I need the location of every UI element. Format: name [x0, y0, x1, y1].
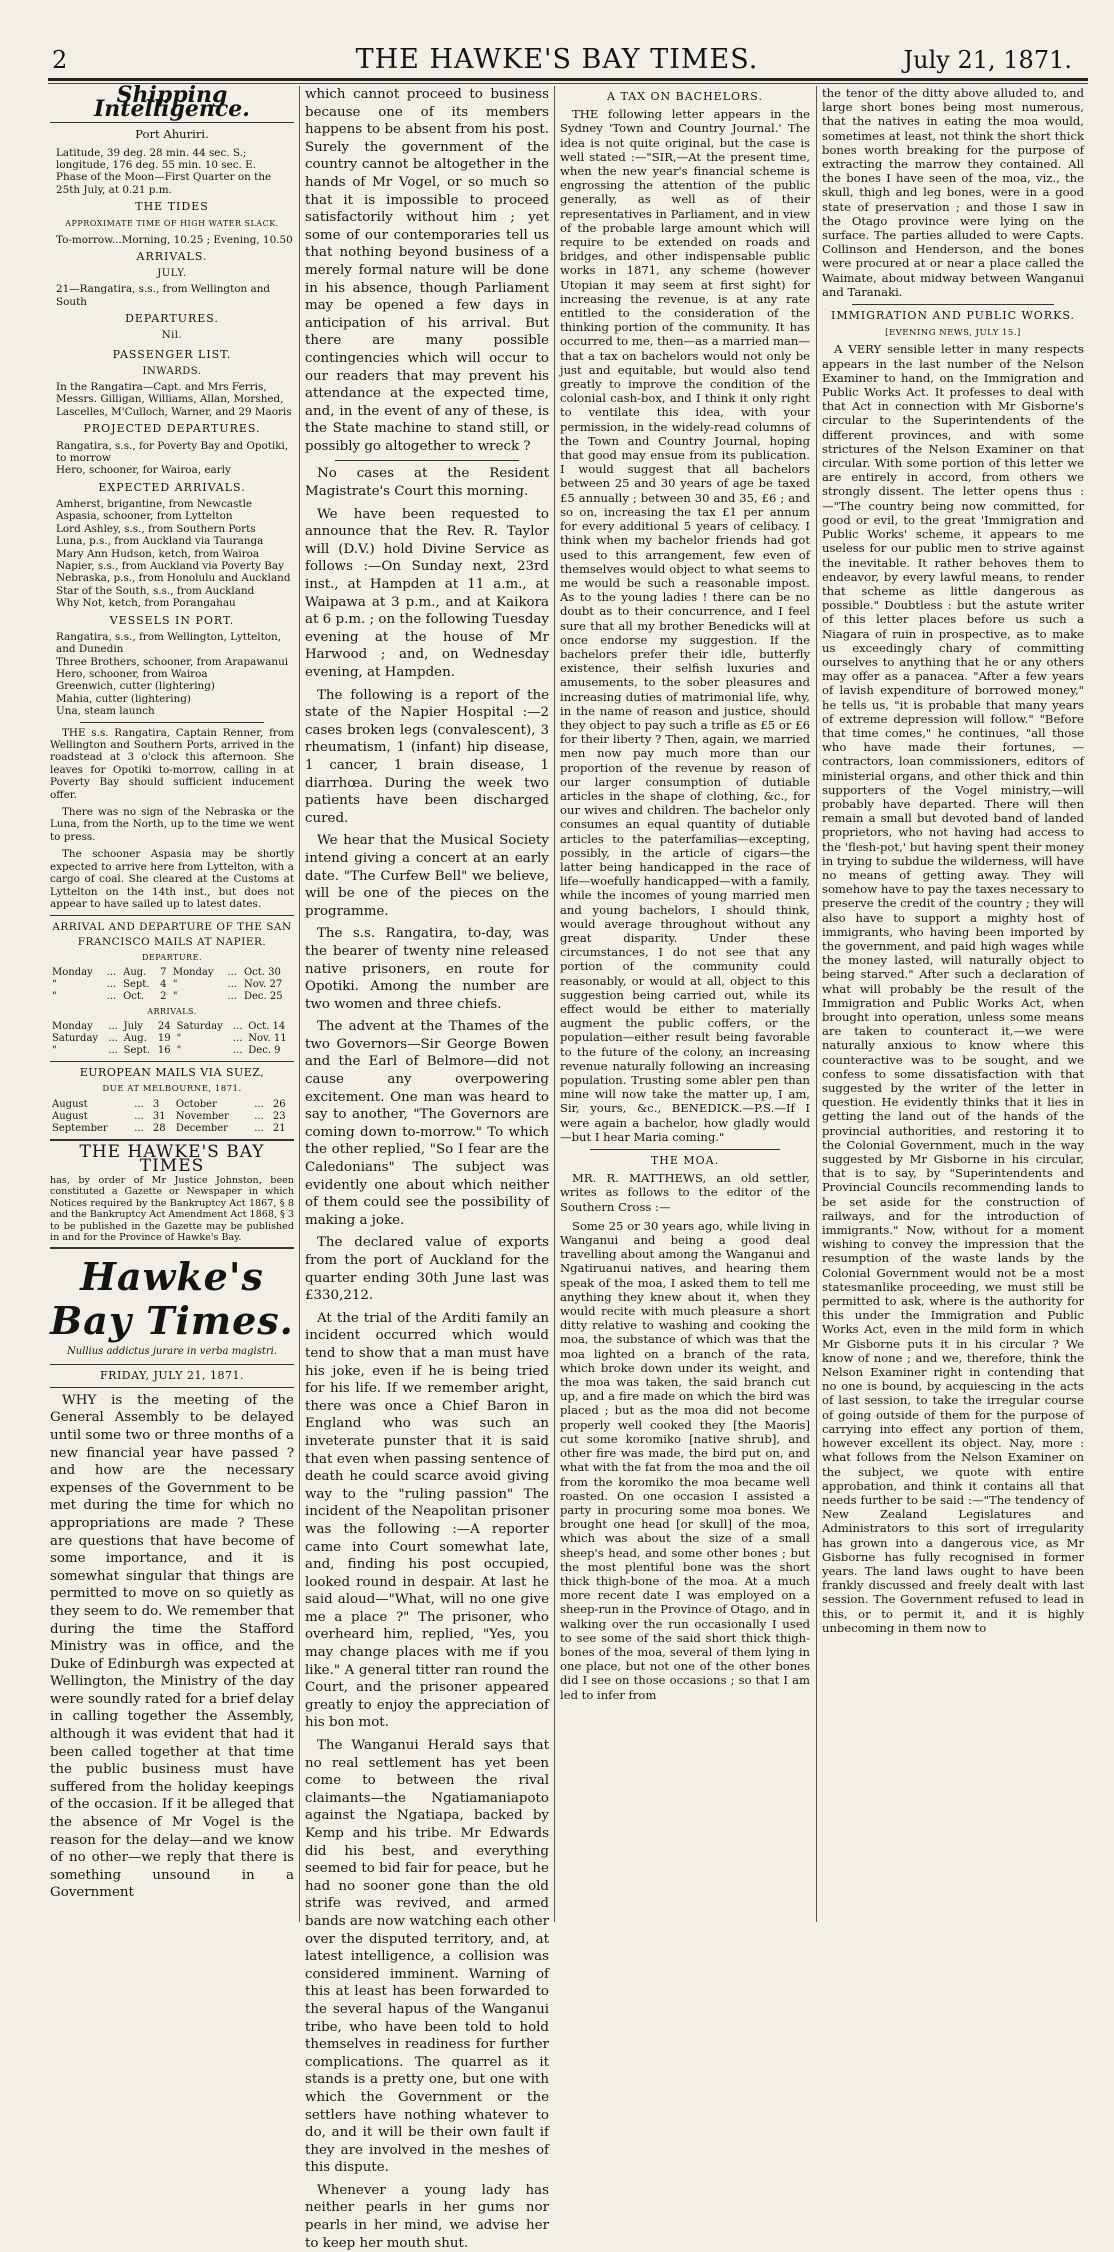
- list-item: Rangatira, s.s., for Poverty Bay and Opotiki, to morrow: [56, 439, 289, 464]
- table-cell: 23: [272, 1110, 286, 1122]
- list-item: Three Brothers, schooner, from Arapawanui: [56, 655, 289, 668]
- list-item: Napier, s.s., from Auckland via Poverty Bay: [56, 559, 284, 572]
- divider: [50, 1364, 294, 1365]
- column-1: [50, 82, 294, 1922]
- euro-heading: EUROPEAN MAILS VIA SUEZ,: [79, 1066, 265, 1080]
- table-cell: 4: [160, 978, 167, 990]
- table-cell: Aug.: [123, 1033, 147, 1045]
- list-item: Greenwich, cutter (lightering): [56, 680, 215, 693]
- immigration-text: A VERY sensible letter in many respects appears in the last number of the Nelson Examiner to hand, on the Immigration and Public Works Act. It professes to deal with that Act in connection with Mr Gisborne's circular to the Superintendents of the different provinces, and with some strictures of the Nelson Examiner on that circular. With some portion of this letter we are entirely in accord, from others we strongly dissent. The letter opens thus :—"The country being now committed, for good or evil, to the great 'Immigration and Public Works' scheme, it appears to me useless for our public men to strive against the inevitable. It rather behoves them to endeavor, by every lawful means, to render that scheme as little dangerous as possible." Doubtless : but the astute writer of this letter places before us such a Niagara of ruin in prospective, as to make us exceedingly chary of committing ourselves to anything that he or any others may offer as a panacea. "After a few years of lavish expenditure of borrowed money," he tells us, "it is probable that many years of extreme depression will follow." "Before that time comes," he continues, "all those who have made their fortunes, —contractors, loan commissioners, editors of ministerial organs, and other thick and thin supporters of the Vogel ministry,—will probably have departed. There will then remain a small but devoted band of landed proprietors, who not having had access to the 'flesh-pot,' but having spent their money in trying to subdue the wilderness, will have no means of getting away. They will somehow have to pay the taxes necessary to preserve the credit of the country ; they will also have to support a mighty host of immigrants, who having been imported by the government, and paid high wages while the money lasted, will naturally object to being starved." After such a declaration of what will probably be the result of the Immigration and Public Works Act, when brought into operation, unless some means are taken to counteract it,—we were naturally anxious to know where this counteractive was to be sought, and we confess to some dissatisfaction with that suggested by the writer of the letter in question. He evidently thinks that it lies in getting the land out of the hands of the provincial authorities, and restoring it to the Colonial Government, much in the way suggested by Mr Gisborne in his circular, that is to say, by "Superintendents and Provincial Councils recommending lands to be set aside for the construction of railways, and for the introduction of immigrants." Now, without for a moment wishing to convey the impression that the resumption of the waste lands by the Colonial Government would not be a most statesmanlike proceeding, we must still be permitted to ask, where is the authority for this under the Immigration and Public Works Act, even in the mild form in which Mr Gisborne puts it in his circular ? We know of none ; and we, therefore, think the Nelson Examiner right in contending that no one is bound, by acquiescing in the acts of last session, to take the irregular course of going outside of them for the purpose of carrying into effect any portion of them, however excellent its object. Nay, more : what follows from the Nelson Examiner on the subject, we quote with entire approbation, and think it contains all that needs further to be said :—"The tendency of New Zealand Legislatures and Administrators to this sort of irregularity has grown into a dangerous vice, as Mr Gisborne has fully recognised in former years. The land laws ought to have been frankly discussed and freely dealt with last session. The Government refused to lead in this, or to permit it, and it is highly unbecoming in them now to: [822, 342, 1084, 1635]
- paper-title: Hawke's Bay Times.: [50, 1254, 294, 1344]
- mails-arrivals-label: ARRIVALS.: [147, 1006, 197, 1016]
- table-cell: ...: [106, 990, 117, 1002]
- table-cell: 2: [160, 990, 167, 1002]
- table-cell: Monday: [172, 966, 214, 978]
- article-paragraph: We hear that the Musical Society intend giving a concert at an early date. "The Curfew Bell" we believe, will be one of the pieces on the programme.: [305, 833, 549, 919]
- table-cell: September: [52, 1122, 108, 1134]
- table-cell: August: [52, 1098, 88, 1110]
- table-cell: Nov. 11: [248, 1033, 287, 1045]
- table-cell: 16: [157, 1045, 171, 1057]
- page-number: 2: [52, 46, 68, 74]
- shipping-note: There was no sign of the Nebraska or the Luna, from the North, up to the time we went to press.: [50, 806, 294, 843]
- table-cell: October: [175, 1098, 217, 1110]
- list-item: Una, steam launch: [56, 705, 155, 718]
- divider: [50, 1387, 294, 1388]
- port-name: Port Ahuriri.: [135, 127, 209, 142]
- table-cell: Aug.: [123, 966, 147, 978]
- header-rule: [48, 78, 1088, 81]
- moa-continued: the tenor of the ditty above alluded to, and large short bones being most numerous, that the natives in eating the moa would, sometimes at least, not think the short thick bones worth breaking for the purpose of extracting the marrow they contained. All the bones I have seen of the moa, viz., the skull, thigh and leg bones, were in a good state of preservation ; and those I saw in the Otago province were lying on the surface. The parties alluded to were Capts. Collinson and Henderson, and the bones were procured at or near a place called the Waimate, about midway between Wanganui and Taranaki.: [822, 86, 1084, 299]
- divider: [852, 304, 1054, 305]
- page-header: [30, 40, 1084, 78]
- table-row: [50, 1021, 294, 1033]
- table-row: [50, 1033, 294, 1045]
- table-cell: ...: [106, 966, 117, 978]
- motto: Nullius addictus jurare in verba magistri.: [66, 1346, 278, 1358]
- list-item: Rangatira, s.s., from Wellington, Lyttelton, and Dunedin: [56, 630, 282, 656]
- divider: [50, 915, 294, 916]
- table-cell: ...: [134, 1110, 144, 1122]
- mails-arrivals-table: [50, 1021, 294, 1057]
- issue-date: July 21, 1871.: [903, 46, 1072, 74]
- table-row: [50, 1123, 294, 1135]
- vessels-heading: VESSELS IN PORT.: [109, 613, 235, 627]
- list-item: Mahia, cutter (lightering): [56, 692, 191, 705]
- table-cell: Nov. 27: [243, 978, 283, 990]
- table-cell: 31: [152, 1110, 166, 1122]
- article-paragraph: The advent at the Thames of the two Governors—Sir George Bowen and the Earl of Belmore—did not cause any overpowering excitement. One man was heard to say to another, "The Governors are coming down to-morrow." To which the other replied, "So I fear are the Caledonians" The subject was evidently one about which neither of them could see the possibility of making a joke.: [305, 1019, 549, 1228]
- table-cell: August: [52, 1110, 88, 1122]
- table-cell: 7: [160, 966, 167, 978]
- table-cell: 21: [272, 1122, 286, 1134]
- table-cell: ...: [108, 1021, 118, 1033]
- list-item: Hero, schooner, from Wairoa: [56, 668, 208, 680]
- column-divider: [816, 86, 817, 1922]
- moa-intro: MR. R. MATTHEWS, an old settler, writes as follows to the editor of the Southern Cross :—: [560, 1171, 810, 1214]
- latitude: Latitude, 39 deg. 28 min. 44 sec. S.; longitude, 176 deg. 55 min. 10 sec. E.: [56, 146, 257, 172]
- column-3: [560, 86, 810, 1922]
- shipping-note: The schooner Aspasia may be shortly expected to arrive here from Lyttelton, with a cargo of coal. She cleared at the Customs at Lyttelton on the 14th inst., but does not appear to have sailed up to latest dates.: [50, 848, 294, 910]
- table-cell: Sept.: [123, 1045, 150, 1057]
- tides-subheading: APPROXIMATE TIME OF HIGH WATER SLACK.: [65, 219, 279, 229]
- list-item: Aspasia, schooner, from Lyttelton: [56, 510, 233, 523]
- column-2: [305, 86, 549, 2251]
- mails-departure-table: [50, 967, 294, 1003]
- departures-heading: DEPARTURES.: [125, 312, 219, 326]
- table-cell: ": [176, 1045, 182, 1057]
- euro-mails-table: [50, 1099, 294, 1135]
- table-cell: ...: [108, 1033, 118, 1045]
- table-cell: Oct. 14: [248, 1021, 286, 1033]
- bachelors-heading: A TAX ON BACHELORS.: [607, 90, 763, 103]
- table-cell: December: [175, 1122, 228, 1134]
- table-cell: Oct.: [123, 990, 145, 1002]
- list-item: Hero, schooner, for Wairoa, early: [56, 464, 231, 477]
- table-cell: ...: [134, 1098, 144, 1110]
- list-item: Luna, p.s., from Auckland via Tauranga: [56, 535, 264, 548]
- table-cell: ...: [233, 1045, 243, 1057]
- table-cell: July: [123, 1021, 143, 1033]
- table-cell: ": [52, 1045, 57, 1057]
- table-row: [50, 991, 294, 1003]
- arrivals-text: 21—Rangatira, s.s., from Wellington and South: [56, 283, 271, 308]
- article-paragraph: At the trial of the Arditi family an incident occurred which would tend to show that a man must have his joke, even if he is being tried for his life. If we remember aright, there was once a Chief Baron in England who was such an inveterate punster that it is said that even when passing sentence of death he could scarce avoid giving way to the "ruling passion" The incident of the Neapolitan prisoner was the following :—A reporter came into Court somewhat late, and, finding his post occupied, looked round in despair. At last he said aloud—"What, will no one give me a place ?" The prisoner, who overheard him, replied, "Yes, you may change places with me if you like." A general titter ran round the Court, and the prisoner appeared greatly to enjoy the appreciation of his bon mot.: [305, 1310, 549, 1731]
- table-cell: ...: [108, 1045, 118, 1057]
- arrivals-month: JULY.: [157, 268, 187, 280]
- table-row: [50, 979, 294, 991]
- immigration-heading: IMMIGRATION AND PUBLIC WORKS.: [831, 309, 1075, 323]
- list-item: Star of the South, s.s., from Auckland: [56, 584, 255, 597]
- table-cell: ...: [233, 1033, 243, 1045]
- projected-heading: PROJECTED DEPARTURES.: [83, 422, 261, 436]
- table-cell: Dec. 9: [248, 1045, 281, 1057]
- article-paragraph: The following is a report of the state of the Napier Hospital :—2 cases broken legs (convalescent), 3 rheumatism, 1 (infant) hip disease, 1 cancer, 1 brain disease, 1 diarrhœa. During the week two patients have been discharged cured.: [305, 687, 549, 826]
- table-cell: ...: [227, 966, 237, 978]
- table-cell: 19: [157, 1033, 171, 1045]
- table-cell: 3: [152, 1098, 160, 1110]
- article-paragraph: The declared value of exports from the port of Auckland for the quarter ending 30th June last was £330,212.: [305, 1235, 549, 1304]
- column-divider: [554, 86, 555, 1922]
- divider: [590, 1149, 780, 1150]
- article-paragraph: Whenever a young lady has neither pearls in her gums nor pearls in her mind, we advise her to keep her mouth shut.: [305, 2182, 549, 2251]
- table-cell: 26: [272, 1098, 286, 1110]
- moa-text: Some 25 or 30 years ago, while living in Wanganui and being a good deal travelling about among the Wanganui and Ngatiruanui natives, and hearing them speak of the moa, I asked them to tell me anything they knew about it, when they would recite with much pleasure a short ditty relative to washing and cooking the moa, the substance of which was that the moa lighted on a branch of the rata, which broke down under its weight, and the moa was taken, the said branch cut up, and a fire made on which the bird was placed ; but as the moa did not become properly well cooked they [the Maoris] cut some koromiko [native shrub], and other fire was made, the bird put on, and what with the fat from the moa and the oil from the koromiko the moa became well roasted. On one occasion I assisted a party in procuring some moa bones. We brought one head [or skull] of the moa, which was about the size of a small sheep's head, and some other bones ; but the most plentiful bone was the short thick thigh-bone of the moa. At a much more recent date I was employed on a sheep-run in the Province of Otago, and in walking over the run occasionally I used to see some of the said short thick thigh-bones of the moa, several of them lying in one place, but not one of the other bones did I see on those occasions ; so that I am led to infer from: [560, 1218, 810, 1702]
- table-cell: 24: [157, 1021, 171, 1033]
- immigration-source: [EVENING NEWS, JULY 15.]: [885, 328, 1021, 339]
- table-cell: Saturday: [52, 1033, 99, 1045]
- shipping-note: THE s.s. Rangatira, Captain Renner, from Wellington and Southern Ports, arrived in the roadstead at 3 o'clock this afternoon. She leaves for Opotiki to-morrow, calling in at Poverty Bay should sufficient inducement offer.: [50, 726, 294, 801]
- passenger-heading: PASSENGER LIST.: [112, 347, 232, 361]
- inwards-label: INWARDS.: [142, 365, 202, 377]
- article-paragraph: The s.s. Rangatira, to-day, was the bearer of twenty nine released native prisoners, en route for Opotiki. Among the number are two women and three chiefs.: [305, 926, 549, 1012]
- divider: [50, 1139, 294, 1141]
- table-cell: ...: [254, 1122, 264, 1134]
- article-paragraph: We have been requested to announce that the Rev. R. Taylor will (D.V.) hold Divine Service as follows :—On Sunday next, 23rd inst., at Hampden at 11 a.m., at Waipawa at 3 p.m., and at Kaikora at 6 p.m. ; on the following Tuesday evening at the house of Mr Harwood ; and, on Wednesday evening, at Hampden.: [305, 506, 549, 680]
- notice-title: THE HAWKE'S BAY TIMES: [79, 1141, 265, 1176]
- list-item: Amherst, brigantine, from Newcastle: [56, 497, 253, 510]
- article-paragraph: No cases at the Resident Magistrate's Court this morning.: [305, 466, 549, 500]
- moa-heading: THE MOA.: [650, 1154, 720, 1168]
- table-cell: ...: [227, 978, 237, 990]
- dateline: FRIDAY, JULY 21, 1871.: [100, 1368, 244, 1382]
- table-cell: ": [172, 990, 178, 1002]
- table-row: [50, 1099, 294, 1111]
- masthead: THE HAWKE'S BAY TIMES.: [355, 44, 759, 75]
- moon-phase: Phase of the Moon—First Quarter on the 25th July, at 0.21 p.m.: [56, 171, 272, 196]
- table-cell: ...: [254, 1098, 264, 1110]
- departures-nil: Nil.: [161, 330, 183, 342]
- article-paragraph: The Wanganui Herald says that no real settlement has yet been come to between the rival claimants—the Ngatiamaniapoto against the Ngatiapa, backed by Kemp and his tribe. Mr Edwards did his best, and everything seemed to bid fair for peace, but he had no sooner gone than the old strife was revived, and armed bands are now watching each other over the disputed territory, and, at latest intelligence, a collision was considered imminent. Warning of this at least has been forwarded to the several hapus of the Wanganui tribe, who have been told to hold themselves in readiness for further complications. The quarrel as it stands is a pretty one, but one with which the Government or the settlers have nothing whatever to do, and it will be their own fault if they are involved in the meshes of this dispute.: [305, 1738, 549, 2176]
- table-cell: 28: [152, 1122, 166, 1134]
- article-paragraph: which cannot proceed to business because one of its members happens to be absent from his post. Surely the government of the country cannot be altogether in the hands of Mr Vogel, or so much so that it is impossible to proceed satisfactorily without him ; yet some of our contemporaries tell us that nothing beyond business of a merely formal nature will be done in his absence, though Parliament may be opened a few days in anticipation of his arrival. But there are many possible contingencies which will occur to our readers that may prevent his attendance at the expected time, and, in the event of any of these, is the State machine to stand still, or possibly go altogether to wreck ?: [305, 87, 549, 454]
- column-divider: [299, 86, 300, 1922]
- table-cell: ": [52, 978, 57, 990]
- table-cell: ": [176, 1033, 182, 1045]
- mails-heading: ARRIVAL AND DEPARTURE OF THE SAN FRANCISCO MAILS AT NAPIER.: [52, 921, 292, 948]
- list-item: Nebraska, p.s., from Honolulu and Auckland: [56, 572, 291, 585]
- list-item: Why Not, ketch, from Porangahau: [56, 597, 236, 610]
- table-row: [50, 1045, 294, 1057]
- divider: [335, 460, 519, 461]
- table-cell: ...: [134, 1122, 144, 1134]
- mails-departure-label: DEPARTURE.: [141, 952, 203, 962]
- list-item: Mary Ann Hudson, ketch, from Wairoa: [56, 547, 260, 560]
- table-cell: ": [172, 978, 178, 990]
- bachelors-text: THE following letter appears in the Sydney 'Town and Country Journal.' The idea is not quite original, but the case is well stated :—"SIR,—At the present time, when the new year's financial scheme is engrossing the attention of the public generally, as well as of their representatives in Parliament, and in view of the probable large amount which will require to be extended on roads and bridges, and other indispensable public works in 1871, any scheme (however Utopian it may seem at first sight) for increasing the revenue, is at any rate entitled to the consideration of the thinking portion of the community. It has occurred to me, then—as a married man—that a tax on bachelors would not only be just and equitable, but would also tend greatly to improve the condition of the colonial cash-box, and I think it only right to ventilate this idea, with your permission, in the widely-read columns of the Town and Country Journal, hoping that good may ensue from its publication. I would suggest that all bachelors between 25 and 30 years of age be taxed £5 annually ; between 30 and 35, £6 ; and so on, increasing the tax £1 per annum for every additional 5 years of celibacy. I think when my bachelor friends had got used to this arrangement, few even of themselves would object to what seems to me would be such a reasonable impost. As to the young ladies ! there can be no doubt as to their concurrence, and I feel sure that all my brother Benedicks will at once endorse my suggestion. If the bachelors prefer their idle, butterfly existence, their selfish luxuries and amusements, to the sober pleasures and increasing duties of matrimonial life, why, in the name of reason and justice, should they object to pay such a trifle as £5 or £6 for their liberty ? Then, again, we married men now pay much more than our proportion of the revenue by reason of our larger consumption of dutiable articles in the shape of clothing, &c., for our wives and children. The bachelor only consumes an equal quantity of dutiable articles to the paterfamilias—excepting, possibly, in the article of cigars—the latter being handicapped in the race of life—woefully handicapped—with a family, while the incomes of young married men and young bachelors, I should think, would average throughout without any great disparity. Under these circumstances, I do not see that any portion of the community could reasonably, or would at all, object to this suggestion being carried out, while its effect would be either to materially augment the public coffers, or the population—either result being favorable to the future of the colony, an increasing revenue naturally following an increasing population. Trusting some abler pen than mine will now take the matter up, I am, Sir, yours, &c., BENEDICK.—P.S.—If I were again a bachelor, how gladly would—but I hear Maria coming.": [560, 107, 810, 1144]
- passenger-text: In the Rangatira—Capt. and Mrs Ferris, Messrs. Gilligan, Williams, Allan, Morshed, Lascelles, M'Culloch, Warner, and 29 Maoris: [56, 381, 292, 418]
- table-cell: Oct. 30: [243, 966, 281, 978]
- tides-heading: THE TIDES: [135, 200, 209, 214]
- table-cell: Sept.: [123, 978, 150, 990]
- table-cell: Saturday: [176, 1021, 223, 1033]
- table-cell: ...: [106, 978, 117, 990]
- table-cell: Monday: [52, 1021, 93, 1033]
- expected-heading: EXPECTED ARRIVALS.: [98, 480, 246, 494]
- table-cell: ...: [254, 1110, 264, 1122]
- table-row: [50, 967, 294, 979]
- euro-subheading: DUE AT MELBOURNE, 1871.: [102, 1084, 242, 1095]
- table-cell: ": [52, 990, 57, 1002]
- divider: [50, 1247, 294, 1249]
- table-row: [50, 1111, 294, 1123]
- divider: [80, 722, 264, 723]
- editorial-text: WHY is the meeting of the General Assembly to be delayed until some two or three months of a new financial year have passed ? and how are the necessary expenses of the Government to be met during the time for which no appropriations are made ? These are questions that have become of some importance, and it is somewhat singular that things are permitted to move on so quietly as they seem to do. We remember that during the time the Stafford Ministry was in office, and the Duke of Edinburgh was expected at Wellington, the Ministry of the day were soundly rated for a brief delay in calling together the Assembly, although it was evident that had it been called together at that time the public business must have suffered from the holiday keepings of the occasion. If it be alleged that the absence of Mr Vogel is the reason for the delay—and we know of no other—we reply that there is something unsound in a Government: [50, 1392, 294, 1901]
- shipping-title: Shipping Intelligence.: [94, 82, 250, 123]
- table-cell: Dec. 25: [243, 990, 283, 1002]
- arrivals-heading: ARRIVALS.: [136, 250, 208, 264]
- table-cell: November: [175, 1110, 229, 1122]
- divider: [50, 1061, 294, 1062]
- table-cell: Monday: [52, 966, 93, 978]
- notice-text: has, by order of Mr Justice Johnston, been constituted a Gazette or Newspaper in which Notices required by the Bankruptcy Act 1867, § 8 and the Bankruptcy Act Amendment Act 1868, § 3 to be published in the Gazette may be published in and for the Province of Hawke's Bay.: [50, 1174, 294, 1243]
- table-cell: ...: [227, 990, 237, 1002]
- list-item: Lord Ashley, s.s., from Southern Ports: [56, 522, 256, 535]
- table-cell: ...: [233, 1021, 243, 1033]
- column-4: [822, 86, 1084, 1922]
- tides-text: To-morrow...Morning, 10.25 ; Evening, 10.50: [56, 233, 293, 246]
- divider: [50, 122, 294, 123]
